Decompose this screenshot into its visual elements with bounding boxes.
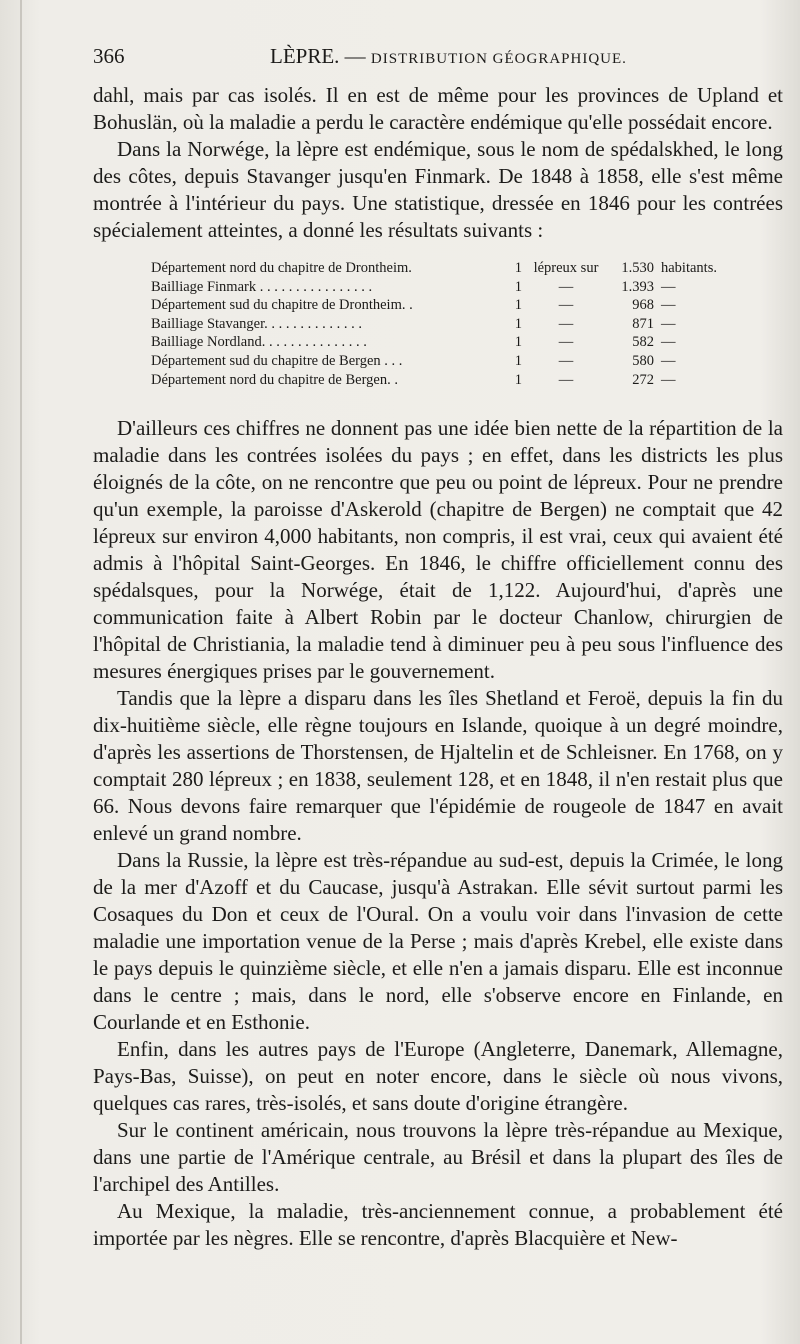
table-row <box>151 259 783 278</box>
row-inhabitants: 968 <box>632 297 654 314</box>
row-unit: — <box>661 352 676 369</box>
row-count: 1 <box>514 371 522 388</box>
page-gutter-shadow <box>20 0 22 1344</box>
table-row <box>151 371 783 390</box>
row-unit: — <box>661 334 676 351</box>
running-title <box>270 44 627 69</box>
row-unit: — <box>661 371 676 388</box>
running-header <box>93 44 783 74</box>
row-unit: — <box>661 278 676 295</box>
row-label: Bailliage Nordland. . . . . . . . . . . . . . . <box>151 334 367 351</box>
row-inhabitants: 1.393 <box>621 278 654 295</box>
row-inhabitants: 582 <box>632 334 654 351</box>
row-count: 1 <box>514 297 522 314</box>
leprosy-statistics-table <box>151 259 783 389</box>
table-row <box>151 296 783 315</box>
row-count: 1 <box>514 334 522 351</box>
page-number: 366 <box>93 44 125 68</box>
row-inhabitants: 1.530 <box>621 260 654 276</box>
row-inhabitants: 580 <box>632 352 654 369</box>
running-title-sub: DISTRIBUTION GÉOGRAPHIQUE. <box>370 51 627 67</box>
paragraph-distribution: D'ailleurs ces chiffres ne donnent pas une idée bien nette de la répartition de la maladie dans les contrées isolées du pays ; en effet, dans les districts les plus éloignés de la côte, on ne rencontre que peu ou point de lépreux. Pour ne prendre qu'un exemple, la paroisse d'Askerold (chapitre de Bergen) ne comptait que 42 lépreux sur environ 4,000 habitants, non compris, il est vrai, ceux qui avaient été admis à l'hôpital Saint-Georges. En 1846, le chiffre officiellement connu des spédalsques, pour la Norwége, était de 1,122. Aujourd'hui, d'après une communication faite à Albert Robin par le docteur Chanlow, chirurgien de l'hôpital de Christiania, la maladie tend à diminuer peu à peu sous l'influence des mesures énergiques prises par le gouvernement. <box>93 416 783 684</box>
row-separator: — <box>558 352 574 369</box>
row-inhabitants: 272 <box>632 371 654 388</box>
row-count: 1 <box>514 352 522 369</box>
row-inhabitants: 871 <box>632 315 654 332</box>
table-row <box>151 278 783 297</box>
row-separator: — <box>558 315 574 332</box>
paragraph-continued: dahl, mais par cas isolés. Il en est de même pour les provinces de Upland et Bohuslän, où la maladie a perdu le caractère endémique qu'elle possédait encore. <box>93 83 783 134</box>
row-label: Département nord du chapitre de Bergen. . <box>151 371 398 388</box>
paragraph-america: Sur le continent américain, nous trouvons la lèpre très-répandue au Mexique, dans une partie de l'Amérique centrale, au Brésil et dans la plupart des îles de l'archipel des Antilles. <box>93 1118 783 1197</box>
row-separator: — <box>558 297 574 314</box>
running-title-main: LÈPRE. — <box>270 44 366 68</box>
row-label: Bailliage Finmark . . . . . . . . . . . . . . . . <box>151 278 373 295</box>
row-unit: — <box>661 297 676 314</box>
table-row <box>151 333 783 352</box>
row-separator: — <box>558 278 574 295</box>
paragraph-mexico: Au Mexique, la maladie, très-anciennement connue, a probablement été importée par les nègres. Elle se rencontre, d'après Blacquière et New- <box>93 1199 783 1251</box>
row-label: Département nord du chapitre de Drontheim. <box>151 260 412 276</box>
paragraph-other-europe: Enfin, dans les autres pays de l'Europe (Angleterre, Danemark, Allemagne, Pays-Bas, Suisse), on peut en noter encore, dans le siècle où nous vivons, quelques cas rares, très-isolés, et sans doute d'origine étrangère. <box>93 1037 783 1116</box>
table-row <box>151 352 783 371</box>
row-label: Bailliage Stavanger. . . . . . . . . . . . . . <box>151 315 363 332</box>
row-count: 1 <box>514 260 522 276</box>
paragraph-shetland-iceland: Tandis que la lèpre a disparu dans les îles Shetland et Feroë, depuis la fin du dix-huitième siècle, elle règne toujours en Islande, quoique à un degré moindre, d'après les assertions de Thorstensen, de Hjaltelin et de Schleisner. En 1768, on y comptait 280 lépreux ; en 1838, seulement 128, et en 1848, il n'en restait plus que 66. Nous devons faire remarquer que l'épidémie de rougeole de 1847 en avait enlevé un grand nombre. <box>93 686 783 846</box>
row-unit: — <box>661 315 676 332</box>
row-separator: lépreux sur <box>533 260 599 276</box>
row-count: 1 <box>514 278 522 295</box>
paragraph-norway: Dans la Norwége, la lèpre est endémique, sous le nom de spédalskhed, le long des côtes, depuis Stavanger jusqu'en Finmark. De 1848 à 1858, elle s'est même montrée à l'intérieur du pays. Une statistique, dressée en 1846 pour les contrées spécialement atteintes, a donné les résultats suivants : <box>93 137 783 242</box>
row-separator: — <box>558 371 574 388</box>
table-row <box>151 315 783 334</box>
paragraph-russia: Dans la Russie, la lèpre est très-répandue au sud-est, depuis la Crimée, le long de la mer d'Azoff et du Caucase, jusqu'à Astrakan. Elle sévit surtout parmi les Cosaques du Don et ceux de l'Oural. On a voulu voir dans l'invasion de cette maladie une importation venue de la Perse ; mais d'après Krebel, elle existe dans le pays depuis le quinzième siècle, et elle n'en a jamais disparu. Elle est inconnue dans le centre ; mais, dans le nord, elle s'observe encore en Finlande, en Courlande et en Esthonie. <box>93 848 783 1035</box>
row-label: Département sud du chapitre de Drontheim. . <box>151 297 413 314</box>
row-label: Département sud du chapitre de Bergen . . . <box>151 352 403 369</box>
row-unit: habitants. <box>661 260 717 276</box>
body-text <box>93 82 783 1252</box>
row-count: 1 <box>514 315 522 332</box>
row-separator: — <box>558 334 574 351</box>
